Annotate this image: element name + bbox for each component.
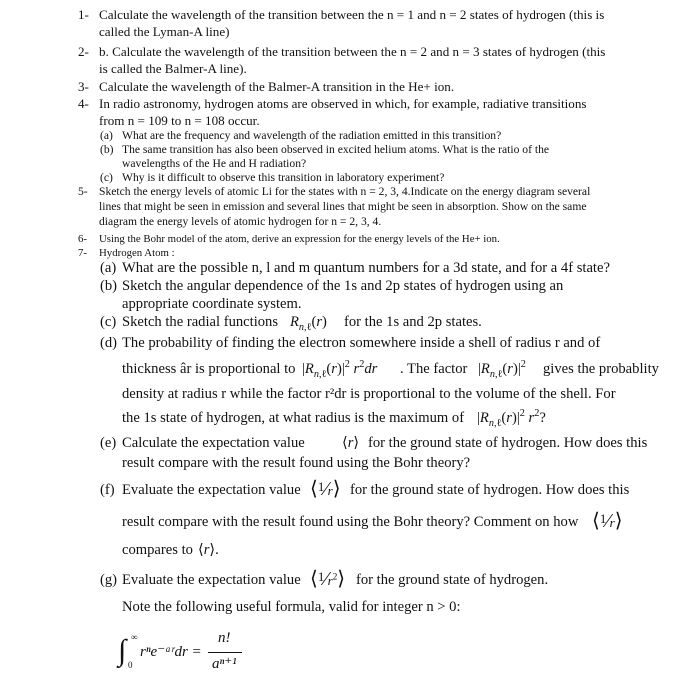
item-text: diagram the energy levels of atomic hydrogen for n = 2, 3, 4. <box>99 215 382 228</box>
part-text: Sketch the radial functions <box>122 314 279 330</box>
fraction-numerator: n! <box>218 630 231 646</box>
integral-formula <box>0 630 700 678</box>
part-text: The probability of finding the electron somewhere inside a shell of radius r and of <box>122 335 601 351</box>
expectation-inverse-r-symbol-2: ⟨$^1$⁄r⟩ <box>592 510 623 532</box>
item-text: In radio astronomy, hydrogen atoms are observed in which, for example, radiative transitions <box>99 96 587 111</box>
part-text: . The factor <box>400 361 468 377</box>
part-text: for the ground state of hydrogen. How does this <box>350 482 630 498</box>
part-text: Note the following useful formula, valid for integer n > 0: <box>122 599 461 615</box>
subpart-label: (c) <box>100 171 113 184</box>
item-number: 5- <box>78 185 88 198</box>
item-text: from n = 109 to n = 108 occur. <box>99 113 260 128</box>
item-text: Sketch the energy levels of atomic Li for the states with n = 2, 3, 4.Indicate on the energy diagram several <box>99 185 591 198</box>
part-label: (e) <box>100 435 117 451</box>
part-text: result compare with the result found using the Bohr theory? <box>122 455 471 471</box>
part-text: result compare with the result found using the Bohr theory? Comment on how <box>122 514 579 530</box>
subpart-label: (a) <box>100 129 113 142</box>
part-text: appropriate coordinate system. <box>122 296 302 312</box>
part-text: thickness âr is proportional to <box>122 361 296 377</box>
radial-function-symbol: $R_{n,\ell}(r)$ <box>290 314 327 333</box>
item-number: 7- <box>78 247 87 259</box>
subpart-text: Why is it difficult to observe this transition in laboratory experiment? <box>122 171 445 184</box>
item-text: Using the Bohr model of the atom, derive an expression for the energy levels of the He+ ion. <box>99 233 500 245</box>
item-number: 2- <box>78 44 89 59</box>
item-number: 4- <box>78 96 89 111</box>
expectation-inverse-r-symbol: ⟨$^1$⁄r⟩ <box>310 478 341 500</box>
part-text: Sketch the angular dependence of the 1s and 2p states of hydrogen using an <box>122 278 564 294</box>
fraction-bar <box>208 652 242 653</box>
integral-upper-limit: ∞ <box>131 632 138 642</box>
radial-squared-symbol: $|R_{n,\ell}(r)|^2$ <box>478 359 526 380</box>
part-text: Calculate the expectation value <box>122 435 305 451</box>
item-text: is called the Balmer-A line). <box>99 61 247 76</box>
part-label: (a) <box>100 260 117 276</box>
part-text: Evaluate the expectation value <box>122 482 301 498</box>
item-text: Hydrogen Atom : <box>99 247 175 259</box>
probability-expression: $|R_{n,\ell}(r)|^2$ $r^2dr$ <box>302 359 378 380</box>
integral-lower-limit: 0 <box>128 660 133 670</box>
maximum-expression: $|R_{n,\ell}(r)|^2$ $r^2$? <box>477 408 546 429</box>
part-text: the 1s state of hydrogen, at what radius is the maximum of <box>122 410 465 426</box>
item-text: Calculate the wavelength of the Balmer-A transition in the He+ ion. <box>99 79 455 94</box>
item-text: called the Lyman-A line) <box>99 24 230 39</box>
subpart-text: The same transition has also been observed in excited helium atoms. What is the ratio of the <box>122 143 550 156</box>
part-text: for the ground state of hydrogen. How does this <box>368 435 648 451</box>
item-number: 1- <box>78 7 89 22</box>
item-number: 3- <box>78 79 89 94</box>
part-label: (f) <box>100 482 115 498</box>
part-text: Evaluate the expectation value <box>122 572 301 588</box>
integrand: rⁿe⁻ᵃʳdr = <box>140 644 202 660</box>
item-number: 6- <box>78 233 87 245</box>
item-text: lines that might be seen in emission and several lines that might be seen in absorption. Show on the same <box>99 200 587 213</box>
part-text: density at radius r while the factor r²dr is proportional to the volume of the shell. For <box>122 386 616 402</box>
part-label: (g) <box>100 572 118 588</box>
subpart-label: (b) <box>100 143 114 156</box>
part-label: (b) <box>100 278 118 294</box>
part-label: (d) <box>100 335 118 351</box>
fraction-denominator: aⁿ⁺¹ <box>212 656 237 672</box>
part-text: for the ground state of hydrogen. <box>356 572 549 588</box>
subpart-text: wavelengths of the He and H radiation? <box>122 157 307 170</box>
part-text: What are the possible n, l and m quantum numbers for a 3d state, and for a 4f state? <box>122 260 610 276</box>
subpart-text: What are the frequency and wavelength of the radiation emitted in this transition? <box>122 129 502 142</box>
part-label: (c) <box>100 314 117 330</box>
part-text: gives the probablity <box>543 361 659 377</box>
expectation-r-symbol: ⟨r⟩ <box>342 435 360 451</box>
integral-sign: ∫ <box>118 634 127 667</box>
item-text: Calculate the wavelength of the transition between the n = 1 and n = 2 states of hydrogen (this is <box>99 7 605 22</box>
expectation-inverse-r2-symbol: $⟨^1⁄r^2⟩$ <box>310 568 346 590</box>
part-text: compares to <box>122 542 193 558</box>
item-text: b. Calculate the wavelength of the transition between the n = 2 and n = 3 states of hydrogen (this <box>99 44 606 59</box>
part-text: for the 1s and 2p states. <box>344 314 482 330</box>
expectation-r-symbol-2: ⟨r⟩. <box>198 542 219 558</box>
